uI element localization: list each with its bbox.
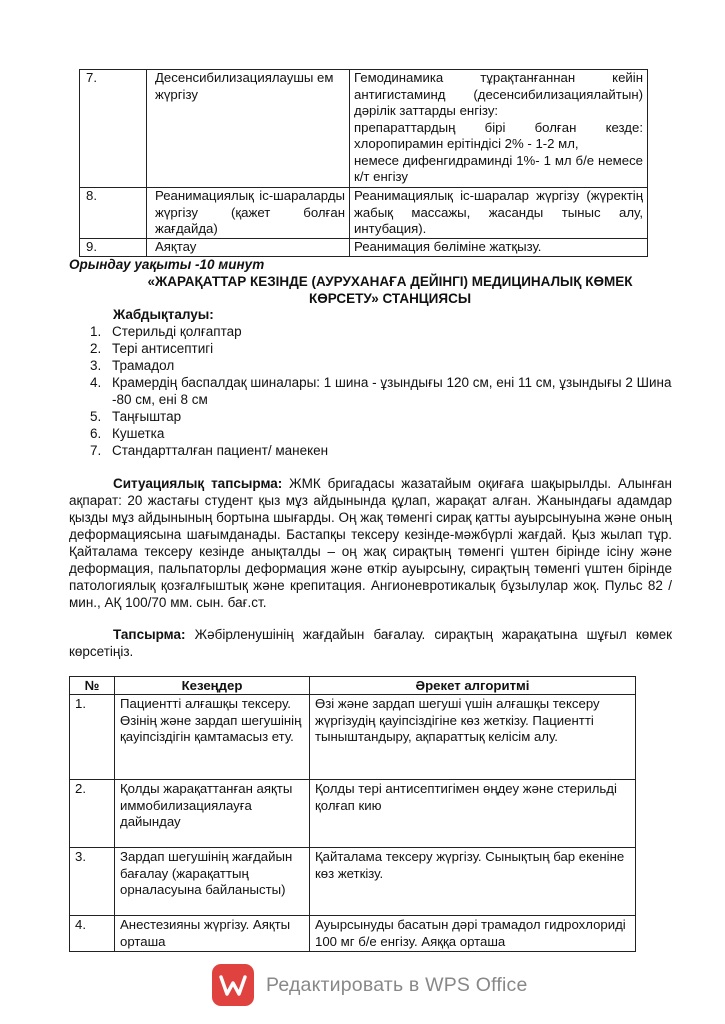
wps-logo-icon	[212, 964, 254, 1006]
table-row	[70, 695, 636, 780]
step-stage: Пациентті алғашқы тексеру. Өзінің және зардап шегушінің қауіпсіздігін қамтамасыз ету.	[115, 695, 310, 780]
time-note: Орындау уақыты -10 минут	[69, 257, 265, 272]
item-text: Кушетка	[112, 426, 165, 441]
step-stage: Қолды жарақаттанған аяқты иммобилизациялауға дайындау	[115, 780, 310, 848]
step-action: Ауырсынуды басатын дәрі трамадол гидрохлориді 100 мг б/е енгізу. Аяққа орташа	[310, 916, 636, 952]
task-text: Жәбірленушінің жағдайын бағалау. сирақтың жарақатына шұғыл көмек көрсетіңіз.	[69, 627, 672, 659]
table-row	[70, 780, 636, 848]
item-number: 7.	[90, 443, 102, 458]
list-item	[90, 425, 680, 442]
item-text: Тері антисептигі	[112, 341, 214, 356]
column-header: Кезеңдер	[115, 677, 310, 695]
step-stage: Анестезияны жүргізу. Аяқты орташа	[115, 916, 310, 952]
step-number: 3.	[70, 848, 115, 916]
item-text: Крамердің баспалдақ шиналары: 1 шина - ұзындығы 120 см, ені 11 см, ұзындығы 2 Шина -80 см, ені 8 см	[112, 375, 672, 407]
list-item	[90, 374, 680, 408]
list-item	[90, 340, 680, 357]
item-number: 4.	[90, 375, 102, 390]
step-action: Өзі және зардап шегуші үшін алғашқы тексеру жүргізудің қауіпсіздігіне көз жеткізу. Пациентті тыныштандыру, ақпараттық келісім алу.	[310, 695, 636, 780]
list-item	[90, 357, 680, 374]
step-number: 4.	[70, 916, 115, 952]
task-paragraph	[69, 626, 672, 660]
item-text: Стерильді қолғаптар	[112, 324, 242, 339]
step-action: Қайталама тексеру жүргізу. Сынықтың бар екеніне көз жеткізу.	[310, 848, 636, 916]
table-row	[80, 70, 648, 188]
step-action: Қолды тері антисептигімен өңдеу және стерильді қолғап кию	[310, 780, 636, 848]
detail-line: немесе дифенгидраминді 1%- 1 мл б/е немесе к/т енгізу	[354, 152, 643, 184]
top-table	[79, 69, 648, 257]
list-item	[90, 442, 680, 459]
item-text: Таңғыштар	[112, 409, 182, 424]
equipment-list	[90, 323, 680, 459]
row-number: 7.	[80, 70, 147, 188]
detail-line: препараттардың бірі болған кезде: хлоропирамин ерітіндісі 2% - 1-2 мл,	[354, 119, 643, 151]
situation-label: Ситуациялық тапсырма:	[113, 476, 283, 491]
column-header: №	[70, 677, 115, 695]
step-stage: Зардап шегушінің жағдайын бағалау (жарақаттың орналасуына байланысты)	[115, 848, 310, 916]
item-number: 6.	[90, 426, 102, 441]
row-details: Реанимациялық іс-шаралар жүргізу (жүректің жабық массажы, жасанды тыныс алу, интубация).	[350, 188, 648, 239]
row-details	[350, 70, 648, 188]
row-number: 9.	[80, 239, 147, 257]
table-row	[70, 848, 636, 916]
wps-edit-banner[interactable]	[212, 963, 532, 1007]
step-number: 1.	[70, 695, 115, 780]
row-action: Реанимациялық іс-шараларды жүргізу (қажет болған жағдайда)	[147, 188, 350, 239]
list-item	[90, 323, 680, 340]
table-header-row	[70, 677, 636, 695]
table-row	[80, 188, 648, 239]
item-number: 3.	[90, 358, 102, 373]
station-title: «ЖАРАҚАТТАР КЕЗІНДЕ (АУРУХАНАҒА ДЕЙІНГІ) МЕДИЦИНАЛЫҚ КӨМЕК КӨРСЕТУ» СТАНЦИЯСЫ	[147, 274, 633, 306]
row-number: 8.	[80, 188, 147, 239]
row-action: Аяқтау	[147, 239, 350, 257]
row-action: Десенсибилизациялаушы ем жүргізу	[147, 70, 350, 188]
equipment-title: Жабдықталуы:	[113, 307, 214, 322]
list-item	[90, 408, 680, 425]
wps-edit-label: Редактировать в WPS Office	[266, 973, 528, 996]
row-details: Реанимация бөліміне жатқызу.	[350, 239, 648, 257]
column-header: Әрекет алгоритмі	[310, 677, 636, 695]
item-text: Трамадол	[112, 358, 175, 373]
steps-table	[69, 676, 636, 952]
item-number: 1.	[90, 324, 102, 339]
item-number: 5.	[90, 409, 102, 424]
table-row	[80, 239, 648, 257]
step-number: 2.	[70, 780, 115, 848]
situation-paragraph	[69, 475, 672, 611]
detail-line: Гемодинамика тұрақтанғаннан кейін антигистаминд (десенсибилизациялайтын) дәрілік заттарды енгізу:	[354, 70, 643, 118]
table-row	[70, 916, 636, 952]
item-text: Стандартталған пациент/ манекен	[112, 443, 329, 458]
item-number: 2.	[90, 341, 102, 356]
situation-text: ЖМК бригадасы жазатайым оқиғаға шақырылды. Алынған ақпарат: 20 жастағы студент қыз мұз айдынында құлап, жарақат алған. Жанындағы адамдар қызды мұз айдынының бортына шығарды. Оң жақ төменгі сирақ қатты ауырсынуына және оның деформациясына шағымданады. Бастапқы тексеру кезінде-мәжбүрлі жағдай. Қыз жылап тұр. Қайталама тексеру кезінде анықталды – оң жақ сирақтың төменгі үштен бірінде ісіну және деформация, пальпаторлы деформация және өткір ауырсыну, сирақтың төменгі үштен бірінде патологиялық қозғалғыштық және крепитация. Ангионевротикалық бұзылулар жоқ. Пульс 82 / мин., АҚ 100/70 мм. сын. бағ.ст.	[69, 476, 672, 610]
task-label: Тапсырма:	[113, 627, 186, 642]
